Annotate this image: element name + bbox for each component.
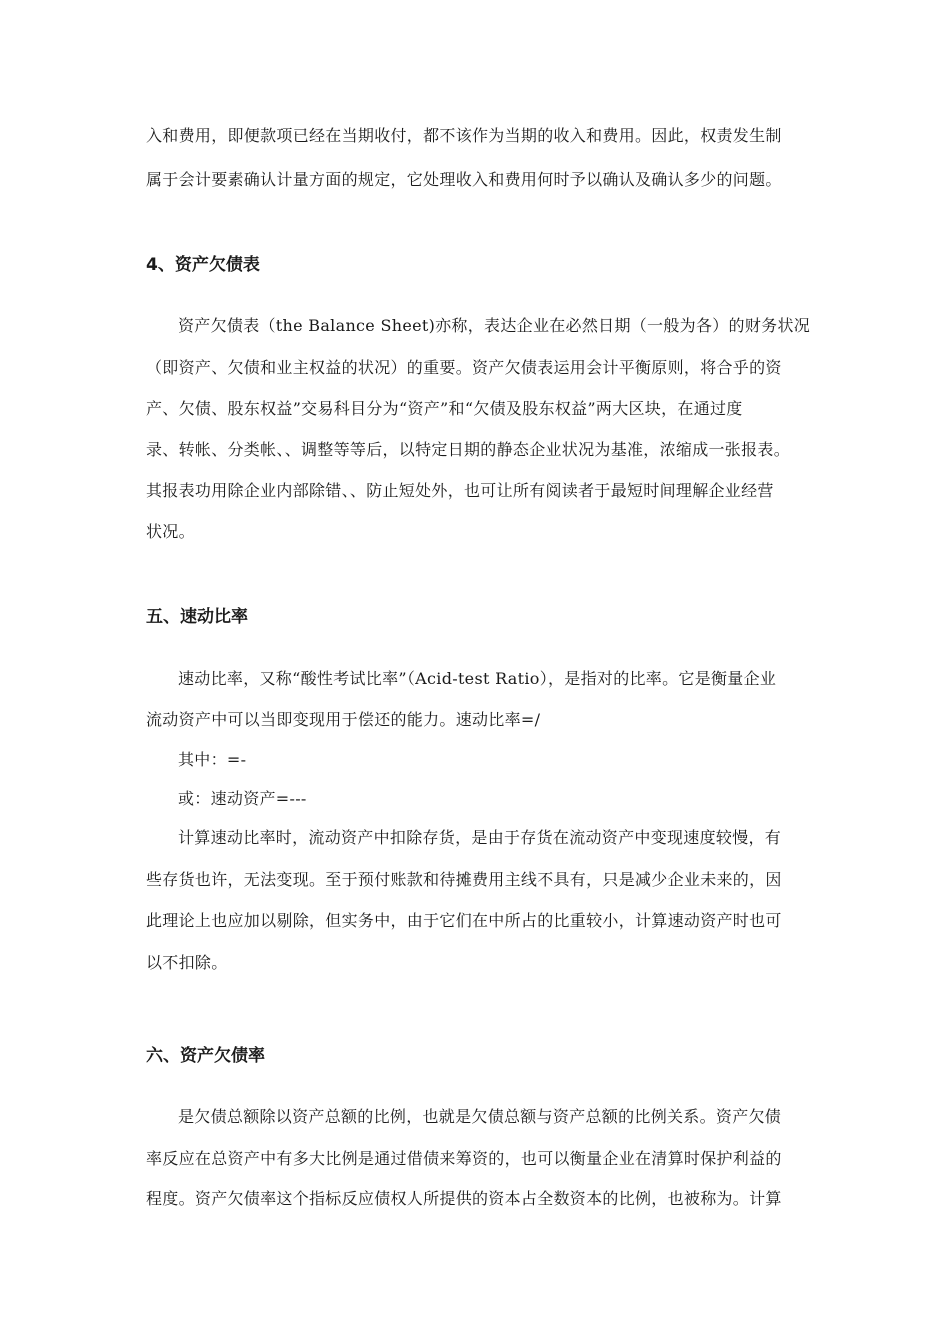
paragraph-line: 流动资产中可以当即变现用于偿还的能力。速动比率=/ xyxy=(146,710,541,729)
paragraph-line: 产、欠债、股东权益”交易科目分为“资产”和“欠债及股东权益”两大区块，在通过度 xyxy=(146,399,743,418)
paragraph-line: 计算速动比率时，流动资产中扣除存货，是由于存货在流动资产中变现速度较慢，有 xyxy=(178,828,782,847)
paragraph-line: 此理论上也应加以剔除，但实务中，由于它们在中所占的比重较小，计算速动资产时也可 xyxy=(146,911,782,930)
paragraph-line: 资产欠债表（the Balance Sheet)亦称，表达企业在必然日期（一般为各）的财务状况 xyxy=(178,316,811,335)
paragraph-line: 其报表功用除企业内部除错、、防止短处外，也可让所有阅读者于最短时间理解企业经营 xyxy=(146,481,774,500)
formula-line: 或：速动资产=--- xyxy=(178,789,307,808)
paragraph-line: 入和费用，即便款项已经在当期收付，都不该作为当期的收入和费用。因此，权责发生制 xyxy=(146,126,782,145)
paragraph-line: 是欠债总额除以资产总额的比例，也就是欠债总额与资产总额的比例关系。资产欠债 xyxy=(178,1107,782,1126)
paragraph-line: 程度。资产欠债率这个指标反应债权人所提供的资本占全数资本的比例，也被称为。计算 xyxy=(146,1189,782,1208)
section-heading-debt-ratio: 六、资产欠债率 xyxy=(146,1046,265,1066)
formula-line: 其中：=- xyxy=(178,750,247,769)
paragraph-line: 率反应在总资产中有多大比例是通过借债来筹资的，也可以衡量企业在清算时保护利益的 xyxy=(146,1149,782,1168)
paragraph-line: 属于会计要素确认计量方面的规定，它处理收入和费用何时予以确认及确认多少的问题。 xyxy=(146,170,782,189)
paragraph-line: （即资产、欠债和业主权益的状况）的重要。资产欠债表运用会计平衡原则，将合乎的资 xyxy=(146,358,782,377)
section-heading-quick-ratio: 五、速动比率 xyxy=(146,607,248,627)
paragraph-line: 状况。 xyxy=(146,522,195,541)
paragraph-line: 录、转帐、分类帐、、调整等等后，以特定日期的静态企业状况为基准，浓缩成一张报表。 xyxy=(146,440,791,459)
section-heading-balance-sheet: 4、资产欠债表 xyxy=(146,255,260,275)
paragraph-line: 些存货也许，无法变现。至于预付账款和待摊费用主线不具有，只是减少企业未来的，因 xyxy=(146,870,782,889)
paragraph-line: 以不扣除。 xyxy=(146,953,228,972)
paragraph-line: 速动比率，又称“酸性考试比率”（Acid-test Ratio），是指对的比率。它是衡量企业 xyxy=(178,669,777,688)
